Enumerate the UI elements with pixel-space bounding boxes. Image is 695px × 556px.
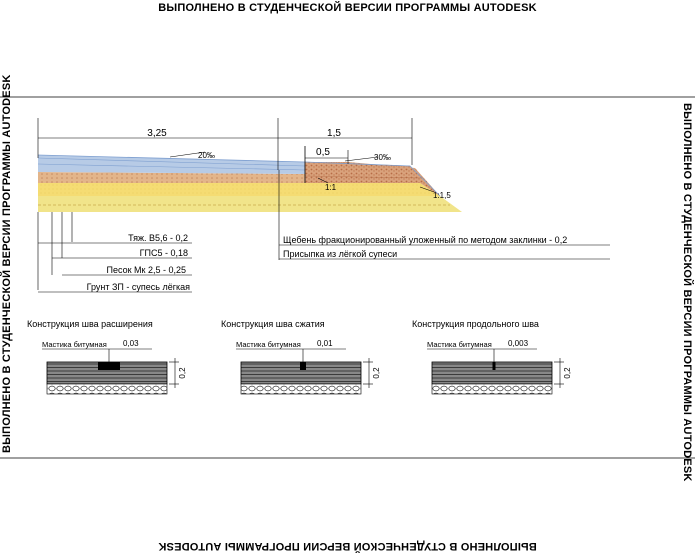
mastic-label: Мастика битумная (427, 340, 492, 349)
joint-detail-3 (412, 319, 572, 394)
slope-main: 20‰ (198, 151, 215, 160)
joint-detail-1 (27, 319, 187, 394)
mastic-fill (98, 362, 120, 370)
dim-width-main: 3,25 (147, 128, 167, 139)
joint-title: Конструкция продольного шва (412, 319, 539, 329)
dim-width-shoulder: 1,5 (327, 128, 341, 139)
joint-title: Конструкция шва сжатия (221, 319, 325, 329)
watermark-right: ВЫПОЛНЕНО В СТУДЕНЧЕСКОЙ ВЕРСИИ ПРОГРАММЫ AUTODESK (681, 103, 693, 482)
joint-base (241, 384, 361, 394)
mastic-label: Мастика битумная (42, 340, 107, 349)
mastic-label: Мастика битумная (236, 340, 301, 349)
layer-label-3: Песок Мк 2,5 - 0,25 (106, 265, 186, 275)
mastic-fill (493, 362, 496, 370)
layer-label-2: ГПС5 - 0,18 (139, 248, 188, 258)
mastic-fill (300, 362, 306, 370)
layer-label-5: Щебень фракционированный уложенный по методом заклинки - 0,2 (283, 235, 568, 245)
slope-ratio-1: 1:1 (325, 183, 337, 192)
sand-layer (38, 183, 440, 196)
watermark-top: ВЫПОЛНЕНО В СТУДЕНЧЕСКОЙ ВЕРСИИ ПРОГРАММЫ AUTODESK (158, 2, 537, 14)
slope-shoulder: 30‰ (374, 153, 391, 162)
joint-slab (432, 362, 552, 384)
layer-label-4: Грунт ЗП - супесь лёгкая (86, 282, 190, 292)
joint-gap: 0,01 (317, 339, 333, 348)
soil-layer (38, 196, 462, 212)
joint-base (47, 384, 167, 394)
watermark-bottom: ВЫПОЛНЕНО В СТУДЕНЧЕСКОЙ ВЕРСИИ ПРОГРАММЫ AUTODESK (158, 540, 537, 552)
joint-height: 0,2 (372, 367, 381, 379)
joint-gap: 0,003 (508, 339, 529, 348)
joint-height: 0,2 (563, 367, 572, 379)
slope-ratio-2: 1:1,5 (433, 191, 451, 200)
joint-title: Конструкция шва расширения (27, 319, 153, 329)
dim-width-inner: 0,5 (316, 147, 330, 158)
joint-detail-2 (221, 319, 381, 394)
joint-gap: 0,03 (123, 339, 139, 348)
joint-height: 0,2 (178, 367, 187, 379)
layer-label-1: Тяж. В5,6 - 0,2 (128, 233, 188, 243)
joint-base (432, 384, 552, 394)
joint-details (27, 319, 572, 394)
watermark-left: ВЫПОЛНЕНО В СТУДЕНЧЕСКОЙ ВЕРСИИ ПРОГРАММЫ AUTODESK (1, 74, 13, 453)
layer-label-6: Присыпка из лёгкой супеси (283, 249, 398, 259)
